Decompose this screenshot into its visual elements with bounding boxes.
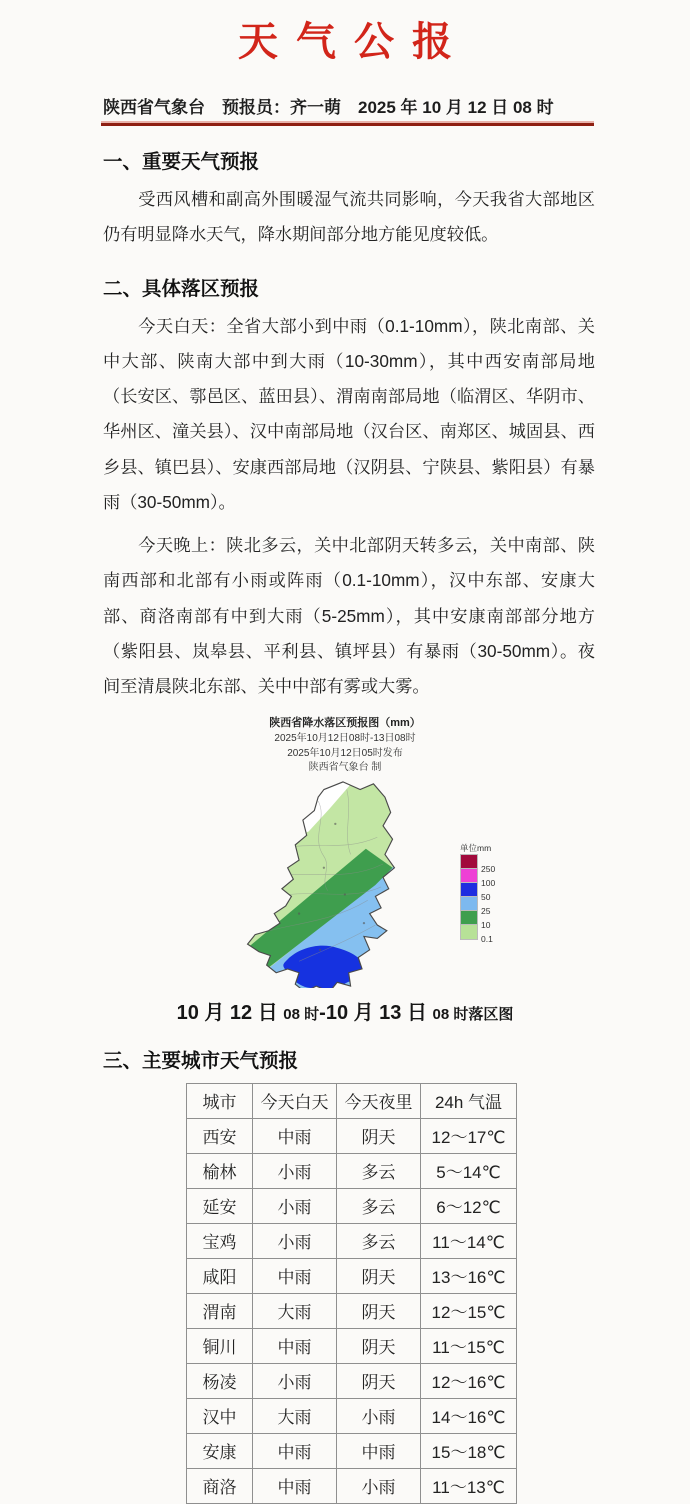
cell-city: 宝鸡 [187, 1223, 253, 1258]
cell-daytime: 中雨 [253, 1433, 337, 1468]
cell-city: 榆林 [187, 1153, 253, 1188]
cell-city: 安康 [187, 1433, 253, 1468]
section-2-paragraph-night: 今天晚上：陕北多云，关中北部阴天转多云，关中南部、陕南西部和北部有小雨或阵雨（0.1-10mm），汉中东部、安康大部、商洛南部有中到大雨（5-25mm），其中安康南部部分地方（紫阳县、岚皋县、平利县、镇坪县）有暴雨（30-50mm）。夜间至清晨陕北东部、关中中部有雾或大雾。 [103, 535, 595, 697]
cell-city: 西安 [187, 1118, 253, 1153]
cell-night: 多云 [337, 1188, 421, 1223]
cell-night: 多云 [337, 1223, 421, 1258]
cell-temperature: 6～12℃ [421, 1188, 517, 1223]
table-row [187, 1153, 517, 1188]
shaanxi-precipitation-map [232, 780, 452, 988]
header-divider [101, 123, 594, 126]
table-row [187, 1433, 517, 1468]
cell-temperature: 12～17℃ [421, 1118, 517, 1153]
bulletin-meta: 陕西省气象台 预报员：齐一萌 2025 年 10 月 12 日 08 时 [103, 98, 554, 117]
cell-night: 阴天 [337, 1258, 421, 1293]
table-row [187, 1363, 517, 1398]
map-legend [460, 842, 530, 944]
cell-city: 渭南 [187, 1293, 253, 1328]
table-header-row [187, 1083, 517, 1118]
table-row [187, 1398, 517, 1433]
cell-city: 咸阳 [187, 1258, 253, 1293]
cell-daytime: 小雨 [253, 1363, 337, 1398]
legend-row [460, 926, 530, 944]
cell-temperature: 12～15℃ [421, 1293, 517, 1328]
caption-date-start: 10 月 12 日 [176, 1001, 284, 1024]
cell-daytime: 中雨 [253, 1118, 337, 1153]
cell-temperature: 11～13℃ [421, 1468, 517, 1503]
table-row [187, 1293, 517, 1328]
cell-city: 铜川 [187, 1328, 253, 1363]
section-1-heading: 一、重要天气预报 [103, 151, 260, 173]
map-producer: 陕西省气象台 制 [308, 762, 382, 774]
cell-daytime: 中雨 [253, 1468, 337, 1503]
legend-level-label: 100 [481, 877, 496, 888]
section-2-paragraph-day: 今天白天：全省大部小到中雨（0.1-10mm），陕北南部、关中大部、陕南大部中到大雨（10-30mm），其中西安南部局地（长安区、鄠邑区、蓝田县）、渭南南部局地（临渭区、华阴市、华州区、潼关县）、汉中南部局地（汉台区、南郑区、城固县、西乡县、镇巴县）、安康西部局地（汉阴县、宁陕县、紫阳县）有暴雨（30-50mm）。 [103, 315, 595, 512]
cell-night: 小雨 [337, 1398, 421, 1433]
cell-city: 延安 [187, 1188, 253, 1223]
legend-unit-label: 单位mm [460, 842, 492, 853]
cell-daytime: 大雨 [253, 1293, 337, 1328]
cell-temperature: 5～14℃ [421, 1153, 517, 1188]
cell-daytime: 大雨 [253, 1398, 337, 1433]
cell-city: 商洛 [187, 1468, 253, 1503]
cell-temperature: 12～16℃ [421, 1363, 517, 1398]
cell-temperature: 14～16℃ [421, 1398, 517, 1433]
precipitation-map-block [0, 716, 690, 1024]
legend-level-label: 250 [481, 863, 496, 874]
weather-bulletin-document [0, 10, 690, 1504]
map-issue-time: 2025年10月12日05时发布 [287, 747, 403, 759]
section-1-paragraph: 受西风槽和副高外围暖湿气流共同影响，今天我省大部地区仍有明显降水天气，降水期间部分地方能见度较低。 [103, 189, 595, 245]
cell-temperature: 11～15℃ [421, 1328, 517, 1363]
header-city: 城市 [187, 1083, 253, 1118]
map-title: 陕西省降水落区预报图（mm） [269, 717, 421, 730]
cell-daytime: 中雨 [253, 1258, 337, 1293]
table-row [187, 1188, 517, 1223]
cell-daytime: 小雨 [253, 1153, 337, 1188]
header-night: 今天夜里 [337, 1083, 421, 1118]
cell-night: 阴天 [337, 1363, 421, 1398]
legend-level-label: 50 [481, 891, 491, 902]
section-2-heading: 二、具体落区预报 [103, 277, 260, 300]
caption-date-end: -10 月 13 日 [319, 1001, 433, 1024]
cell-daytime: 小雨 [253, 1223, 337, 1258]
header-daytime: 今天白天 [253, 1083, 337, 1118]
caption-hour-start: 08 时 [283, 1005, 320, 1023]
table-row [187, 1468, 517, 1503]
legend-level-label: 10 [481, 919, 491, 930]
header-temperature: 24h 气温 [421, 1083, 517, 1118]
city-forecast-table [186, 1083, 517, 1504]
table-row [187, 1223, 517, 1258]
cell-night: 阴天 [337, 1118, 421, 1153]
legend-scale [460, 856, 530, 944]
table-row [187, 1118, 517, 1153]
table-row [187, 1258, 517, 1293]
cell-temperature: 15～18℃ [421, 1433, 517, 1468]
map-valid-period: 2025年10月12日08时-13日08时 [274, 733, 416, 745]
table-row [187, 1328, 517, 1363]
cell-temperature: 13～16℃ [421, 1258, 517, 1293]
cell-daytime: 中雨 [253, 1328, 337, 1363]
cell-city: 杨凌 [187, 1363, 253, 1398]
cell-night: 阴天 [337, 1328, 421, 1363]
cell-night: 阴天 [337, 1293, 421, 1328]
legend-level-label: 0.1 [481, 933, 493, 944]
cell-night: 多云 [337, 1153, 421, 1188]
section-3-heading: 三、主要城市天气预报 [103, 1049, 299, 1072]
cell-city: 汉中 [187, 1398, 253, 1433]
map-title-lines [0, 716, 690, 775]
legend-color-swatch [460, 924, 478, 940]
map-and-legend [232, 780, 532, 988]
page-title: 天气公报 [238, 20, 470, 64]
cell-temperature: 11～14℃ [421, 1223, 517, 1258]
cell-night: 小雨 [337, 1468, 421, 1503]
map-caption [0, 996, 690, 1025]
cell-daytime: 小雨 [253, 1188, 337, 1223]
caption-hour-end: 08 时落区图 [432, 1005, 514, 1023]
cell-night: 中雨 [337, 1433, 421, 1468]
legend-level-label: 25 [481, 905, 491, 916]
